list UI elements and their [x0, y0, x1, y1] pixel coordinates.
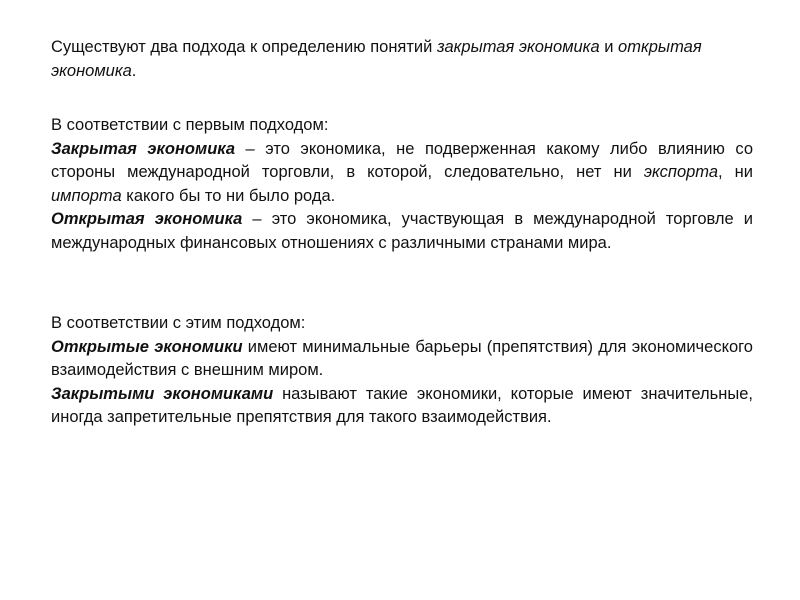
open-economies-term: Открытые экономики [51, 337, 243, 356]
intro-text-3: . [131, 61, 137, 80]
second-approach-label: В соответствии с этим подходом: [51, 314, 306, 332]
closed-economy-text-c: какого бы то ни было рода. [121, 186, 336, 205]
intro-text-2: и [599, 38, 619, 56]
open-economy-term: Открытая экономика [51, 210, 243, 228]
closed-economies-term: Закрытыми экономиками [51, 384, 274, 403]
open-economy-text: – это экономика, участвующая в международной торговле и международных финансовых отношениях с различными странами мира. [51, 210, 753, 252]
intro-text-1: Существуют два подхода к определению понятий [51, 38, 437, 56]
closed-economies-text: называют такие экономики, которые имеют значительные, иногда запретительные препятствия для такого взаимодействия. [51, 384, 754, 426]
intro-term-closed-economy: закрытая экономика [436, 38, 600, 56]
export-term: экспорта [643, 163, 719, 181]
intro-paragraph [51, 36, 751, 83]
closed-economies-definition [51, 383, 753, 430]
open-economies-definition [51, 336, 753, 383]
closed-economy-definition [51, 138, 753, 209]
closed-economy-text-b: , ни [718, 163, 753, 181]
closed-economy-term: Закрытая экономика [51, 139, 236, 158]
first-approach-label: В соответствии с первым подходом: [51, 116, 329, 134]
first-approach-block [51, 114, 753, 255]
intro-term-open-economy: открытая экономика [51, 38, 702, 80]
closed-economy-text-a: – это экономика, не подверженная какому либо влиянию со стороны международной торговли, в которой, следовательно, нет ни [51, 139, 754, 181]
second-approach-block [51, 312, 753, 430]
open-economies-text: имеют минимальные барьеры (препятствия) для экономического взаимодействия с внешним миром. [51, 337, 753, 379]
import-term: импорта [51, 186, 122, 205]
open-economy-definition [51, 208, 753, 255]
